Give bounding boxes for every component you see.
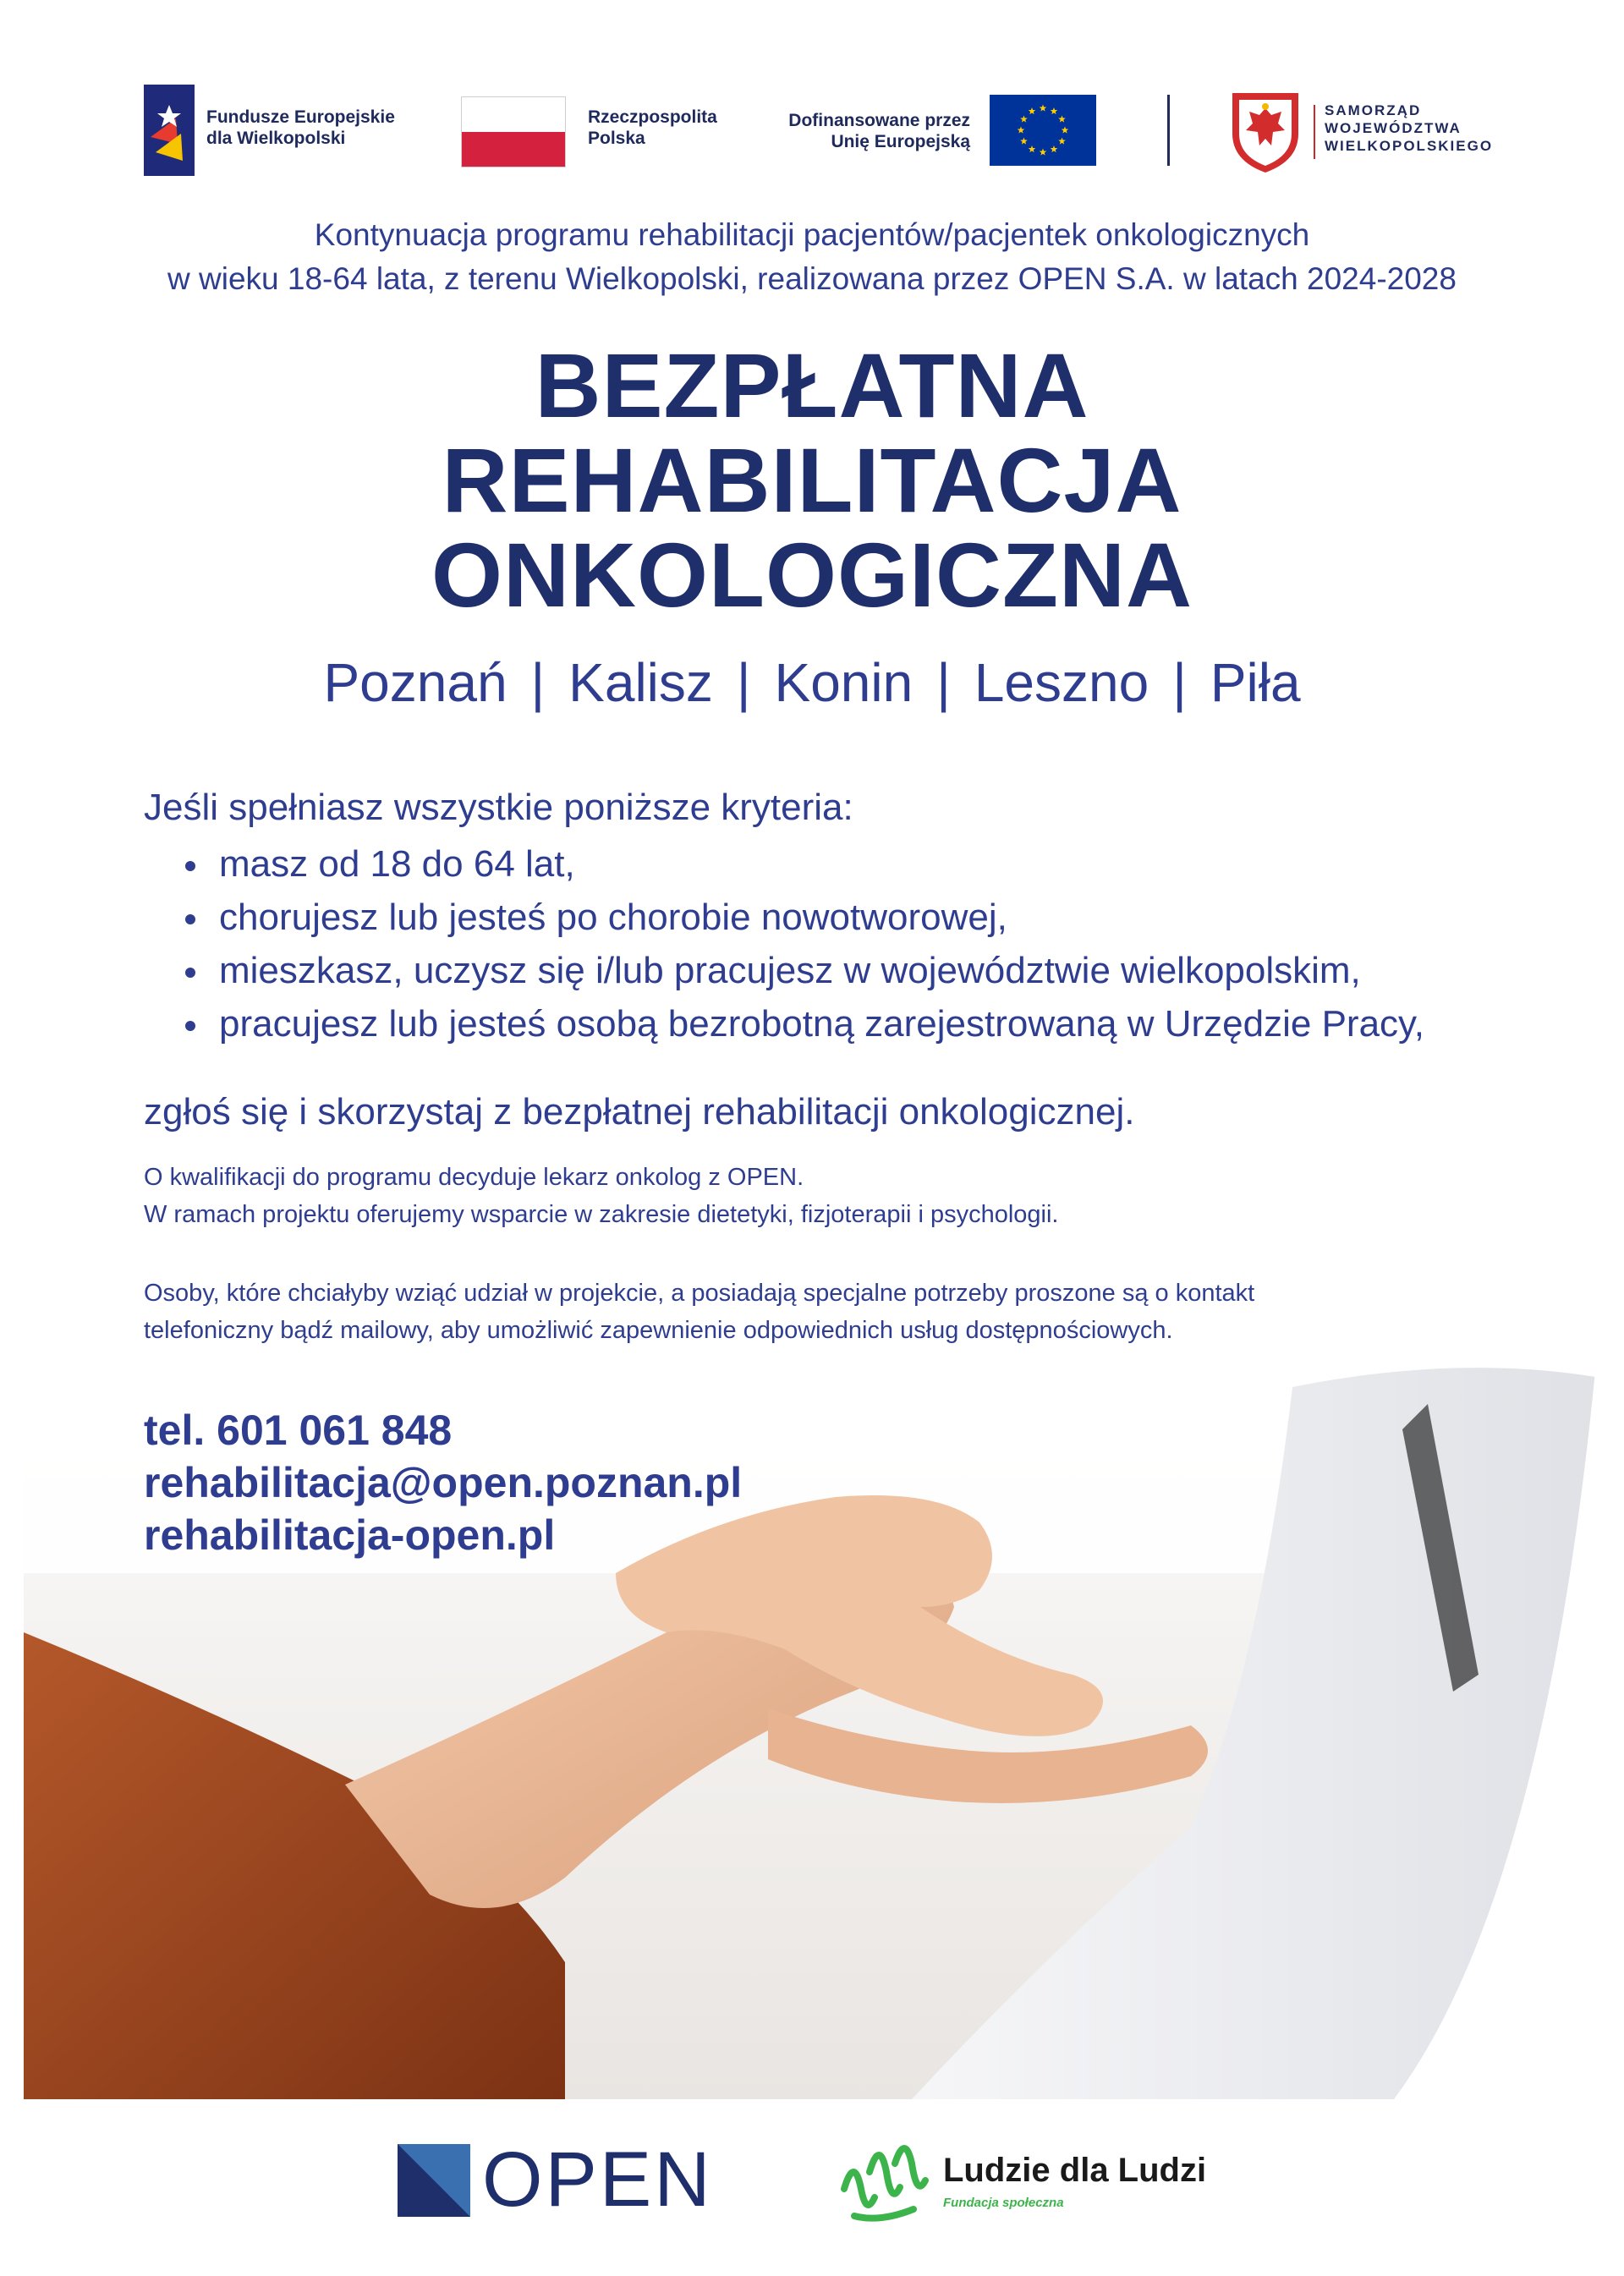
criteria-item-text: pracujesz lub jesteś osobą bezrobotną zarejestrowaną w Urzędzie Pracy, bbox=[219, 1003, 1425, 1045]
city-separator: | bbox=[1172, 652, 1187, 713]
samorzad-logo-text bbox=[1325, 101, 1493, 155]
criteria-list bbox=[182, 837, 1424, 1050]
rp-line2: Polska bbox=[588, 129, 645, 148]
city-separator: | bbox=[936, 652, 951, 713]
criteria-item-text: mieszkasz, uczysz się i/lub pracujesz w województwie wielkopolskim, bbox=[219, 950, 1361, 991]
dof-line2: Unię Europejską bbox=[831, 132, 970, 151]
info-line2: W ramach projektu oferujemy wsparcie w zakresie dietetyki, fizjoterapii i psychologii. bbox=[144, 1201, 1059, 1228]
city-pila: Piła bbox=[1210, 652, 1301, 713]
city-leszno: Leszno bbox=[974, 652, 1149, 713]
contact-block bbox=[144, 1404, 742, 1561]
contact-email[interactable]: rehabilitacja@open.poznan.pl bbox=[144, 1459, 743, 1506]
sw-line2: WOJEWÓDZTWA bbox=[1325, 120, 1462, 136]
criteria-item bbox=[182, 891, 1424, 944]
headline-line2: REHABILITACJA bbox=[442, 429, 1182, 531]
fundusze-europejskie-icon bbox=[144, 85, 195, 176]
criteria-item bbox=[182, 944, 1424, 997]
cities-list bbox=[0, 651, 1624, 714]
wielkopolska-crest-icon bbox=[1229, 90, 1302, 174]
eu-cofinanced-text bbox=[774, 110, 970, 152]
sw-divider bbox=[1314, 105, 1315, 159]
criteria-item bbox=[182, 997, 1424, 1050]
sw-line1: SAMORZĄD bbox=[1325, 102, 1422, 118]
ldl-title: Ludzie dla Ludzi bbox=[943, 2152, 1207, 2189]
rp-line1: Rzeczpospolita bbox=[588, 107, 717, 127]
city-konin: Konin bbox=[774, 652, 914, 713]
bullet-icon bbox=[185, 1021, 195, 1031]
ludzie-dla-ludzi-logo-icon bbox=[837, 2138, 930, 2227]
info-line1: O kwalifikacji do programu decyduje lekarz onkolog z OPEN. bbox=[144, 1164, 804, 1191]
city-separator: | bbox=[736, 652, 751, 713]
page-title bbox=[0, 334, 1624, 626]
dof-line1: Dofinansowane przez bbox=[788, 111, 970, 130]
city-poznan: Poznań bbox=[323, 652, 508, 713]
subtitle-line2: w wieku 18-64 lata, z terenu Wielkopolski, realizowana przez OPEN S.A. w latach 2024-2028 bbox=[167, 261, 1457, 296]
open-logo-mark-icon bbox=[398, 2144, 470, 2217]
bullet-icon bbox=[185, 914, 195, 924]
headline-line1: BEZPŁATNA bbox=[535, 334, 1089, 436]
accessibility-info bbox=[144, 1275, 1254, 1349]
rp-logo-text bbox=[588, 107, 717, 149]
ludzie-dla-ludzi-logo bbox=[837, 2138, 1277, 2231]
bullet-icon bbox=[185, 861, 195, 871]
open-logo bbox=[398, 2136, 713, 2223]
criteria-title: Jeśli spełniasz wszystkie poniższe kryteria: bbox=[144, 787, 853, 828]
poland-flag-icon bbox=[461, 96, 566, 167]
header-logos bbox=[144, 85, 1514, 186]
sw-line3: WIELKOPOLSKIEGO bbox=[1325, 138, 1494, 154]
city-separator: | bbox=[530, 652, 546, 713]
info-line3: Osoby, które chciałyby wziąć udział w projekcie, a posiadają specjalne potrzeby proszone są o kontakt bbox=[144, 1280, 1255, 1307]
headline-line3: ONKOLOGICZNA bbox=[431, 524, 1193, 626]
info-line4: telefoniczny bądź mailowy, aby umożliwić zapewnienie odpowiednich usług dostępnościowych. bbox=[144, 1317, 1173, 1344]
contact-phone[interactable]: tel. 601 061 848 bbox=[144, 1407, 453, 1454]
criteria-item-text: chorujesz lub jesteś po chorobie nowotworowej, bbox=[219, 897, 1007, 938]
qualification-info bbox=[144, 1159, 1058, 1233]
fe-line1: Fundusze Europejskie bbox=[206, 107, 395, 127]
program-subtitle bbox=[0, 213, 1624, 301]
contact-website[interactable]: rehabilitacja-open.pl bbox=[144, 1511, 556, 1559]
open-logo-text: OPEN bbox=[482, 2136, 713, 2223]
criteria-item bbox=[182, 837, 1424, 891]
call-to-action: zgłoś się i skorzystaj z bezpłatnej rehabilitacji onkologicznej. bbox=[144, 1091, 1135, 1133]
logo-divider bbox=[1167, 95, 1170, 166]
fe-logo-text bbox=[206, 107, 395, 149]
bullet-icon bbox=[185, 968, 195, 978]
city-kalisz: Kalisz bbox=[568, 652, 713, 713]
subtitle-line1: Kontynuacja programu rehabilitacji pacjentów/pacjentek onkologicznych bbox=[314, 217, 1310, 252]
criteria-item-text: masz od 18 do 64 lat, bbox=[219, 843, 575, 885]
eu-flag-icon bbox=[990, 95, 1096, 166]
fe-line2: dla Wielkopolski bbox=[206, 129, 346, 148]
ldl-subtitle: Fundacja społeczna bbox=[943, 2196, 1064, 2210]
